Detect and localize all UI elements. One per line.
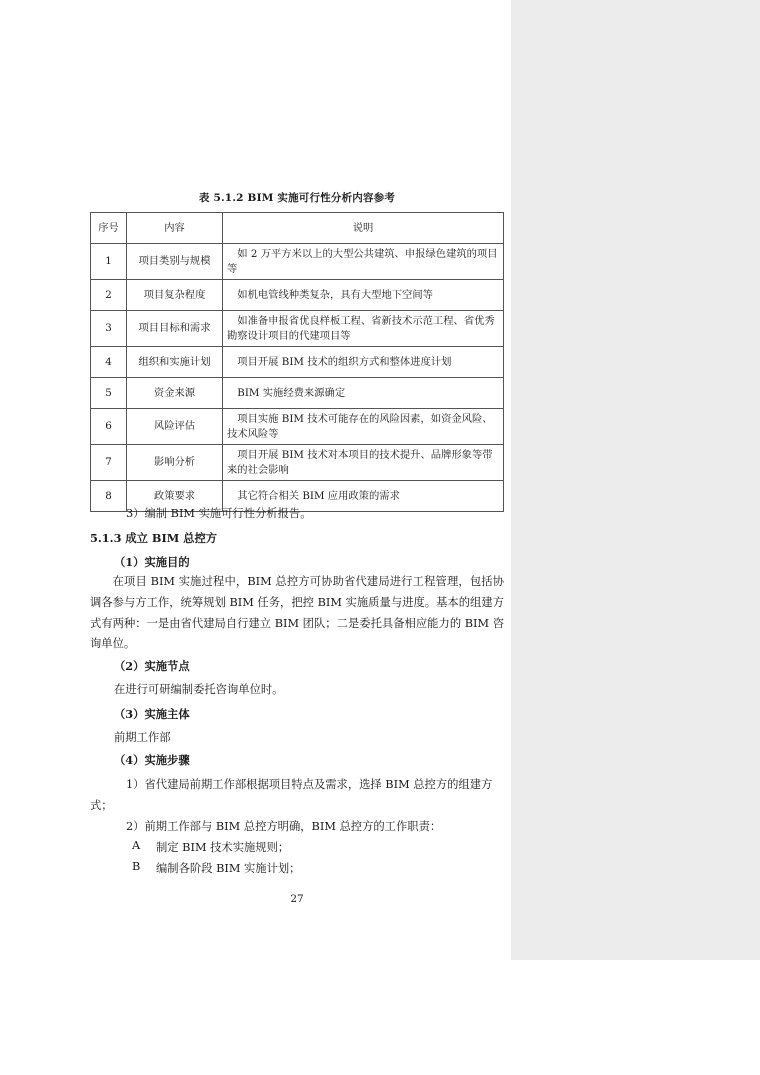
step-3-text: 3）编制 BIM 实施可行性分析报告。 [126, 507, 312, 520]
cell-desc: BIM 实施经费来源确定 [223, 378, 504, 409]
cell-item: 项目目标和需求 [127, 311, 223, 347]
table-row [91, 311, 504, 347]
cell-item: 项目复杂程度 [127, 280, 223, 311]
duty-a-letter: A [132, 839, 141, 852]
table-header-row [91, 213, 504, 244]
page-number: 27 [290, 893, 304, 905]
table-row [91, 409, 504, 445]
duty-a-text: 制定 BIM 技术实施规则； [156, 841, 290, 854]
purpose-heading: （1）实施目的 [114, 555, 190, 569]
cell-item: 项目类别与规模 [127, 244, 223, 280]
step-2-text: 2）前期工作部与 BIM 总控方明确，BIM 总控方的工作职责： [126, 820, 442, 833]
table-row [91, 378, 504, 409]
cell-no: 8 [91, 481, 127, 512]
cell-item: 政策要求 [127, 481, 223, 512]
cell-desc: 项目实施 BIM 技术可能存在的风险因素，如资金风险、技术风险等 [223, 409, 504, 445]
section-heading: 5.1.3 成立 BIM 总控方 [90, 531, 218, 545]
table-row [91, 347, 504, 378]
table-caption: 表 5.1.2 BIM 实施可行性分析内容参考 [198, 192, 396, 204]
cell-no: 1 [91, 244, 127, 280]
cell-no: 4 [91, 347, 127, 378]
duty-b-text: 编制各阶段 BIM 实施计划； [156, 862, 301, 875]
table-row [91, 280, 504, 311]
cell-desc: 项目开展 BIM 技术的组织方式和整体进度计划 [223, 347, 504, 378]
node-heading: （2）实施节点 [114, 659, 190, 673]
cell-no: 5 [91, 378, 127, 409]
cell-item: 组织和实施计划 [127, 347, 223, 378]
cell-desc: 其它符合相关 BIM 应用政策的需求 [223, 481, 504, 512]
cell-item: 资金来源 [127, 378, 223, 409]
cell-no: 7 [91, 445, 127, 481]
step-1-line-2: 式； [90, 799, 113, 812]
header-desc: 说明 [223, 213, 504, 244]
node-text: 在进行可研编制委托咨询单位时。 [114, 683, 284, 696]
steps-heading: （4）实施步骤 [114, 753, 190, 767]
duty-b-letter: B [132, 860, 141, 873]
cell-no: 6 [91, 409, 127, 445]
table-row [91, 244, 504, 280]
cell-desc: 如机电管线种类复杂，具有大型地下空间等 [223, 280, 504, 311]
cell-item: 影响分析 [127, 445, 223, 481]
purpose-paragraph: 在项目 BIM 实施过程中，BIM 总控方可协助省代建局进行工程管理，包括协调各参与方工作，统筹规划 BIM 任务，把控 BIM 实施质量与进度。基本的组建方式有两种：一是由省代建局自行建立 BIM 团队；二是委托具备相应能力的 BIM 咨询单位。 [90, 575, 504, 651]
cell-no: 2 [91, 280, 127, 311]
cell-desc: 项目开展 BIM 技术对本项目的技术提升、品牌形象等带来的社会影响 [223, 445, 504, 481]
subject-heading: （3）实施主体 [114, 707, 190, 721]
comment-sidebar-panel [511, 0, 760, 960]
header-item: 内容 [127, 213, 223, 244]
step-1-line-1: 1）省代建局前期工作部根据项目特点及需求，选择 BIM 总控方的组建方 [126, 778, 493, 791]
cell-desc: 如准备申报省优良样板工程、省新技术示范工程、省优秀勘察设计项目的代建项目等 [223, 311, 504, 347]
cell-no: 3 [91, 311, 127, 347]
subject-text: 前期工作部 [114, 731, 171, 744]
header-no: 序号 [91, 213, 127, 244]
cell-desc: 如 2 万平方米以上的大型公共建筑、申报绿色建筑的项目等 [223, 244, 504, 280]
feasibility-table [90, 212, 504, 512]
cell-item: 风险评估 [127, 409, 223, 445]
table-row [91, 445, 504, 481]
